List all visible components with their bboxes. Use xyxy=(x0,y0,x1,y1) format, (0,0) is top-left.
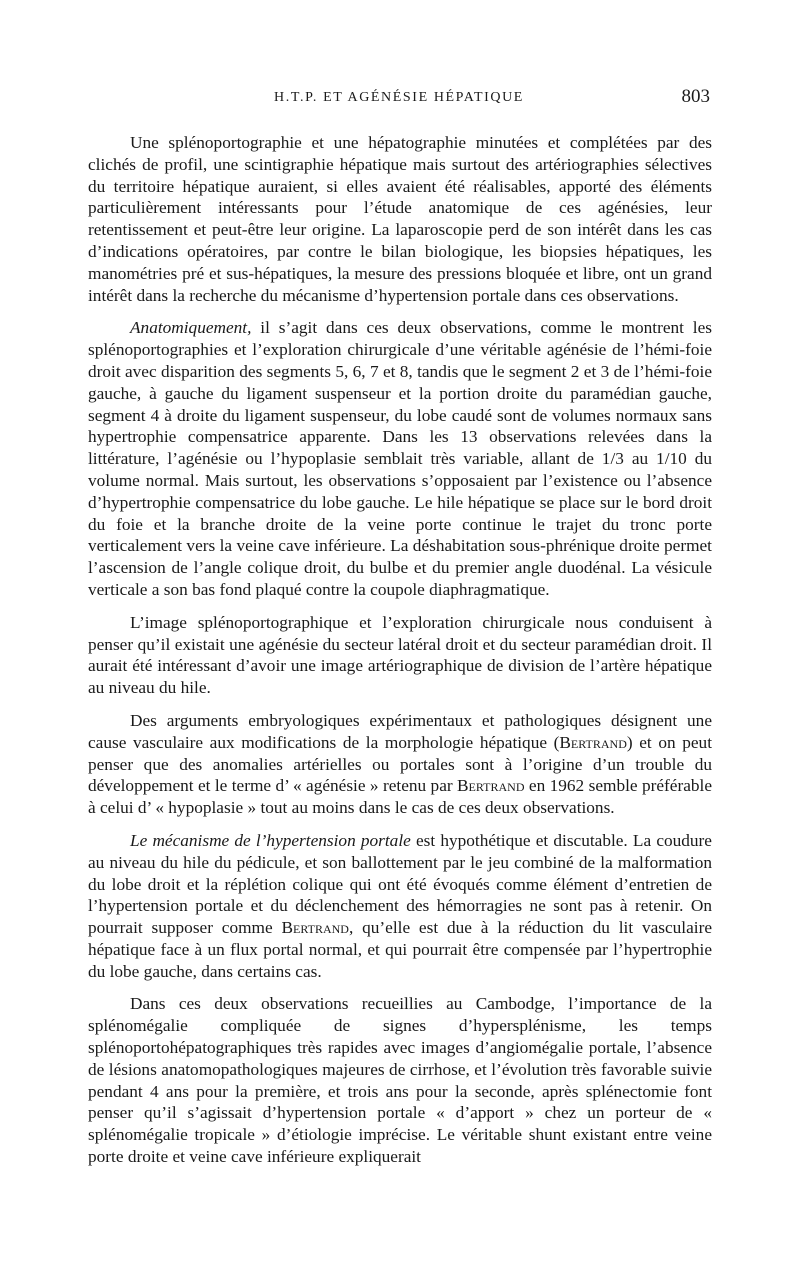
paragraph-lead-italic: Anatomiquement, xyxy=(130,318,252,338)
paragraph-anatomy xyxy=(88,317,712,600)
paragraph-text: est hypothétique et discutable. La coudure au niveau du hile du pédicule, et son ballottement par le jeu combiné de la malformation du lobe droit et la réplétion colique qui ont été évoqués comme élément d’entretien de l’hypertension portale et du déclenchement des hémorragies ne sont pas à retenir. On pourrait supposer comme xyxy=(88,830,712,938)
paragraph-mechanism xyxy=(88,830,712,983)
author-name: Bertrand xyxy=(559,732,627,752)
paragraph-text: Dans ces deux observations recueillies au Cambodge, l’importance de la splénomégalie compliquée de signes d’hypersplénisme, les temps splénoportohépatographiques très rapides avec images d’angiomégalie portale, l’absence de lésions anatomopathologiques majeures de cirrhose, et l’évolution très favorable suivie pendant 4 ans pour la première, et trois ans pour la seconde, après splénectomie font penser qu’il s’agissait d’hypertension portale « d’apport » chez un porteur de « splénomégalie tropicale » d’étiologie imprécise. Le véritable shunt existant entre veine porte droite et veine cave inférieure expliquerait xyxy=(88,994,712,1167)
paragraph-cambodia xyxy=(88,993,712,1167)
paragraph-splenoportography xyxy=(88,612,712,699)
paragraph-text: L’image splénoportographique et l’exploration chirurgicale nous conduisent à penser qu’il existait une agénésie du secteur latéral droit et du secteur paramédian droit. Il aurait été intéressant d’avoir une image artériographique de division de l’artère hépatique au niveau du hile. xyxy=(88,612,712,698)
author-name: Bertrand xyxy=(281,918,349,938)
page-number: 803 xyxy=(681,86,710,107)
paragraph-text: il s’agit dans ces deux observations, comme le montrent les splénoportographies et l’exploration chirurgicale d’une véritable agénésie de l’hémi-foie droit avec disparition des segments 5, 6, 7 et 8, tandis que le segment 2 et 3 de l’hémi-foie gauche, à gauche du ligament suspenseur et la portion droite du paramédian gauche, segment 4 à droite du ligament suspenseur, du lobe caudé sont de volumes normaux sans hypertrophie compensatrice apparente. Dans les 13 observations relevées dans la littérature, l’agénésie ou l’hypoplasie semblait très variable, allant de 1/3 au 1/10 du volume normal. Mais surtout, les observations s’opposaient par l’existence ou l’absence d’hypertrophie compensatrice du lobe gauche. Le hile hépatique se place sur le bord droit du foie et la branche droite de la veine porte continue le trajet du tronc porte verticalement vers la veine cave inférieure. La déshabitation sous-phrénique droite permet l’ascension de l’angle colique droit, du bulbe et du premier angle duodénal. La vésicule verticale a son bas fond plaqué contre la coupole diaphragmatique. xyxy=(88,318,712,599)
paragraph-text: ) et on peut penser que des anomalies artérielles ou portales sont à l’origine d’un trouble du développement et le terme d’ « agénésie » retenu par xyxy=(88,732,712,796)
running-title: H.T.P. ET AGÉNÉSIE HÉPATIQUE xyxy=(274,90,524,105)
paragraph-text: Une splénoportographie et une hépatographie minutées et complétées par des clichés de profil, une scintigraphie hépatique mais surtout des artériographies sélectives du territoire hépatique auraient, si elles avaient été réalisables, apporté des éléments particulièrement intéressants pour l’étude anatomique de ces agénésies, leur retentissement et peut-être leur origine. La laparoscopie perd de son intérêt dans les cas d’indications opératoires, par contre le bilan biologique, les biopsies hépatiques, les manométries pré et sus-hépatiques, la mesure des pressions bloquée et libre, ont un grand intérêt dans la recherche du mécanisme d’hypertension portale dans ces observations. xyxy=(88,133,712,305)
paragraph-imaging xyxy=(88,132,712,306)
paragraph-text: en 1962 semble préférable à celui d’ « hypoplasie » tout au moins dans le cas de ces deux observations. xyxy=(88,776,712,818)
article-body xyxy=(88,132,712,1179)
paragraph-text: Des arguments embryologiques expérimentaux et pathologiques désignent une cause vasculaire aux modifications de la morphologie hépatique ( xyxy=(88,710,712,752)
paragraph-lead-italic: Le mécanisme de l’hypertension portale xyxy=(130,830,411,850)
paragraph-embryology xyxy=(88,710,712,819)
paragraph-text: , qu’elle est due à la réduction du lit vasculaire hépatique face à un flux portal normal, et qui pourrait être compensée par l’hypertrophie du lobe gauche, dans certains cas. xyxy=(88,918,713,981)
author-name: Bertrand xyxy=(457,776,525,796)
running-header xyxy=(88,86,710,110)
